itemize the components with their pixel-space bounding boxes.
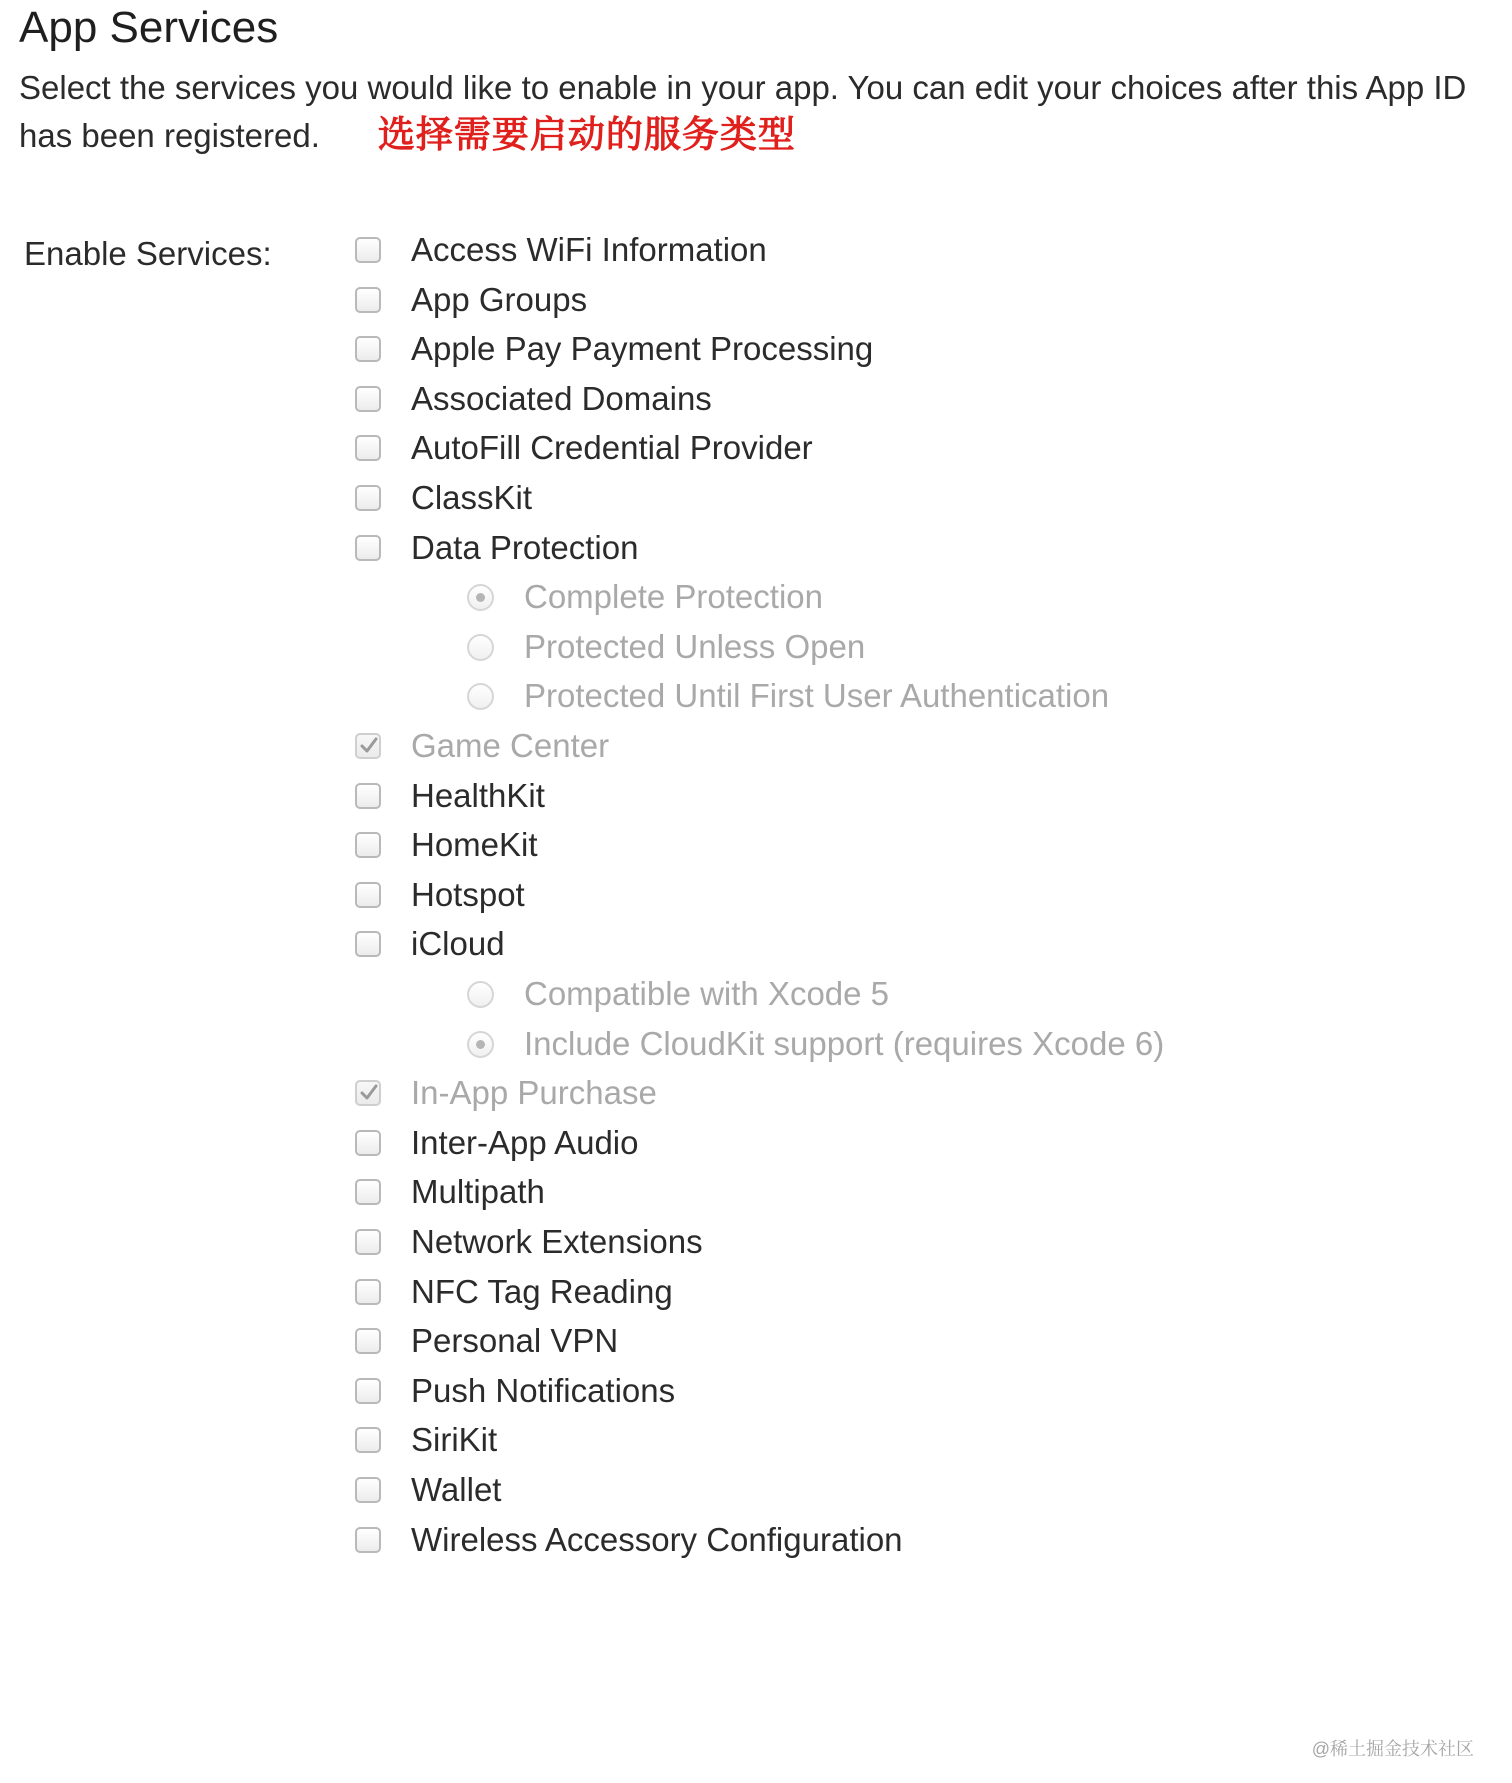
radio-button: [467, 1031, 494, 1058]
service-row-associated-domains[interactable]: [0, 374, 1400, 424]
radio-option-protected-unless-open: [0, 622, 1400, 672]
service-row-apple-pay-payment-processing[interactable]: [0, 324, 1400, 374]
service-row-classkit[interactable]: [0, 473, 1400, 523]
service-row-data-protection[interactable]: [0, 523, 1400, 573]
radio-option-compatible-with-xcode-5: [0, 969, 1400, 1019]
checkbox[interactable]: [355, 931, 381, 957]
service-row-wallet[interactable]: [0, 1465, 1400, 1515]
service-label: Inter-App Audio: [411, 1123, 639, 1161]
description-text: Select the services you would like to enable in your app. You can edit your choices after this App ID has been registered.: [19, 69, 1467, 154]
page-title: App Services: [19, 3, 279, 52]
service-label: Data Protection: [411, 528, 639, 566]
checkbox[interactable]: [355, 1279, 381, 1305]
enable-services-label: Enable Services:: [24, 235, 272, 272]
checkbox[interactable]: [355, 336, 381, 362]
service-label: Complete Protection: [524, 578, 823, 616]
radio-button: [467, 981, 494, 1008]
service-label: iCloud: [411, 925, 505, 963]
service-label: Wallet: [411, 1471, 502, 1508]
service-label: AutoFill Credential Provider: [411, 429, 813, 467]
service-label: App Groups: [411, 280, 588, 318]
service-row-multipath[interactable]: [0, 1167, 1400, 1217]
service-label: ClassKit: [411, 479, 533, 516]
radio-option-protected-until-first-user-authentication: [0, 671, 1400, 721]
service-row-game-center: [0, 721, 1400, 771]
service-label: NFC Tag Reading: [411, 1272, 673, 1310]
service-row-wireless-accessory-configuration[interactable]: [0, 1515, 1400, 1565]
service-label: Game Center: [411, 727, 610, 764]
radio-button: [467, 584, 494, 611]
service-label: SiriKit: [411, 1421, 498, 1459]
service-row-icloud[interactable]: [0, 919, 1400, 969]
checkbox[interactable]: [355, 1427, 381, 1453]
checkbox[interactable]: [355, 783, 381, 809]
watermark: @稀土掘金技术社区: [1311, 1739, 1474, 1759]
radio-option-include-cloudkit-support-requires-xcode-6: [0, 1019, 1400, 1069]
checkbox[interactable]: [355, 1527, 381, 1553]
checkbox[interactable]: [355, 1328, 381, 1354]
checkbox[interactable]: [355, 1477, 381, 1503]
service-label: Network Extensions: [411, 1223, 703, 1260]
red-annotation: 选择需要启动的服务类型: [377, 114, 796, 155]
service-label: Associated Domains: [411, 379, 712, 417]
checkbox[interactable]: [355, 237, 381, 263]
service-row-push-notifications[interactable]: [0, 1366, 1400, 1416]
service-row-app-groups[interactable]: [0, 275, 1400, 325]
checkbox[interactable]: [355, 1378, 381, 1404]
service-label: Protected Unless Open: [524, 627, 866, 665]
service-label: Multipath: [411, 1173, 545, 1211]
checkbox[interactable]: [355, 535, 381, 561]
radio-button: [467, 683, 494, 710]
checkbox[interactable]: [355, 1179, 381, 1205]
service-row-autofill-credential-provider[interactable]: [0, 423, 1400, 473]
checkbox[interactable]: [355, 386, 381, 412]
service-label: Push Notifications: [411, 1371, 676, 1409]
checkbox[interactable]: [355, 287, 381, 313]
page-description: [19, 64, 1499, 159]
service-row-hotspot[interactable]: [0, 870, 1400, 920]
service-label: Protected Until First User Authentication: [524, 677, 1110, 715]
checkmark-icon: [358, 1082, 380, 1104]
service-row-inter-app-audio[interactable]: [0, 1118, 1400, 1168]
radio-button: [467, 634, 494, 661]
radio-option-complete-protection: [0, 572, 1400, 622]
checkbox[interactable]: [355, 1229, 381, 1255]
service-label: HomeKit: [411, 826, 538, 864]
service-row-access-wifi-information[interactable]: [0, 225, 1400, 275]
checkbox[interactable]: [355, 832, 381, 858]
checkbox[interactable]: [355, 485, 381, 511]
service-row-homekit[interactable]: [0, 820, 1400, 870]
checkbox[interactable]: [355, 882, 381, 908]
service-label: In-App Purchase: [411, 1074, 657, 1112]
service-row-personal-vpn[interactable]: [0, 1316, 1400, 1366]
checkmark-icon: [358, 735, 380, 757]
service-label: Personal VPN: [411, 1322, 619, 1360]
checkbox: [355, 1080, 381, 1106]
service-row-nfc-tag-reading[interactable]: [0, 1267, 1400, 1317]
checkbox[interactable]: [355, 1130, 381, 1156]
service-row-in-app-purchase: [0, 1068, 1400, 1118]
service-label: Access WiFi Information: [411, 231, 767, 268]
service-label: Include CloudKit support (requires Xcode 6): [524, 1024, 1165, 1062]
service-label: Compatible with Xcode 5: [524, 975, 890, 1012]
service-row-sirikit[interactable]: [0, 1415, 1400, 1465]
service-row-healthkit[interactable]: [0, 771, 1400, 821]
service-row-network-extensions[interactable]: [0, 1217, 1400, 1267]
checkbox[interactable]: [355, 435, 381, 461]
checkbox: [355, 733, 381, 759]
service-label: HealthKit: [411, 776, 545, 814]
service-label: Apple Pay Payment Processing: [411, 330, 874, 368]
service-label: Wireless Accessory Configuration: [411, 1520, 903, 1558]
service-label: Hotspot: [411, 875, 525, 913]
